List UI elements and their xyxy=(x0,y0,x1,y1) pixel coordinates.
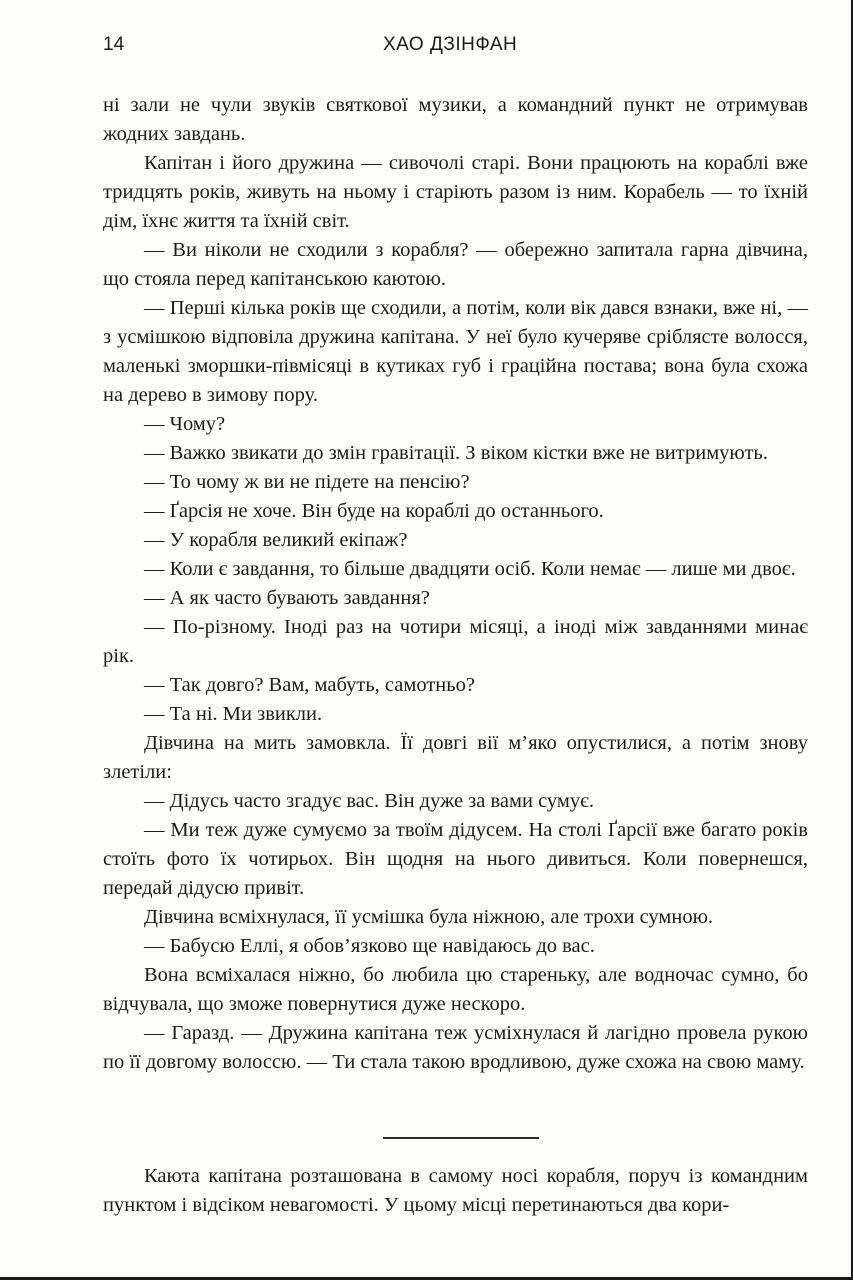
running-head-author: ХАО ДЗІНФАН xyxy=(383,34,518,55)
paragraph: — Коли є завдання, то більше двадцяти осіб. Коли немає — лише ми двоє. xyxy=(144,558,796,580)
paragraph: Вона всміхалася ніжно, бо любила цю стареньку, але водночас сумно, бо відчувала, що зможе повернутися дуже нескоро. xyxy=(103,964,808,1015)
section-divider xyxy=(383,1137,539,1139)
paragraph: — По-різному. Іноді раз на чотири місяці, а іноді між завданнями минає рік. xyxy=(103,616,808,667)
paragraph: ні зали не чули звуків святкової музики, а командний пункт не отримував жодних завдань. xyxy=(103,94,808,145)
section-text xyxy=(103,1162,808,1220)
page-number: 14 xyxy=(103,34,125,55)
paragraph: Дівчина всміхнулася, її усмішка була ніжною, але трохи сумною. xyxy=(144,906,714,928)
paragraph: — Дідусь часто згадує вас. Він дуже за вами сумує. xyxy=(144,790,595,812)
paragraph: — Гаразд. — Дружина капітана теж усміхнулася й лагідно провела рукою по її довгому волоссю. — Ти стала такою вродливою, дуже схожа на свою маму. xyxy=(103,1022,808,1073)
page-header xyxy=(103,34,808,60)
paragraph: — Чому? xyxy=(144,413,226,435)
paragraph: — Перші кілька років ще сходили, а потім, коли вік дався взнаки, вже ні, — з усмішкою відповіла дружина капітана. У неї було кучеряве сріблясте волосся, маленькі зморшки-півмісяці в кутиках губ і граційна постава; вона була схожа на дерево в зимову пору. xyxy=(103,297,808,406)
paragraph: — Ви ніколи не сходили з корабля? — обережно запитала гарна дівчина, що стояла перед капітанською каютою. xyxy=(103,239,808,290)
main-text xyxy=(103,91,808,1077)
paragraph: — Ми теж дуже сумуємо за твоїм дідусем. На столі Ґарсії вже багато років стоїть фото їх чотирьох. Він щодня на нього дивиться. Коли повернешся, передай дідусю привіт. xyxy=(103,819,808,899)
paragraph: — Ґарсія не хоче. Він буде на кораблі до останнього. xyxy=(144,500,604,522)
paragraph: — А як часто бувають завдання? xyxy=(144,587,430,609)
paragraph: — То чому ж ви не підете на пенсію? xyxy=(144,471,470,493)
paragraph: — У корабля великий екіпаж? xyxy=(144,529,408,551)
paragraph: — Важко звикати до змін гравітації. З віком кістки вже не витримують. xyxy=(144,442,768,464)
paragraph: — Так довго? Вам, мабуть, самотньо? xyxy=(144,674,475,696)
paragraph: Каюта капітана розташована в самому носі корабля, поруч із командним пунктом і відсіком невагомості. У цьому місці перетинаються два кори- xyxy=(103,1165,808,1216)
paragraph: Дівчина на мить замовкла. Її довгі вії м’яко опустилися, а потім знову злетіли: xyxy=(103,732,808,783)
paragraph: — Та ні. Ми звикли. xyxy=(144,703,323,725)
paragraph: — Бабусю Еллі, я обов’язково ще навідаюсь до вас. xyxy=(144,935,595,957)
paragraph: Капітан і його дружина — сивочолі старі. Вони працюють на кораблі вже тридцять років, живуть на ньому і старіють разом із ним. Корабель — то їхній дім, їхнє життя та їхній світ. xyxy=(103,152,808,232)
